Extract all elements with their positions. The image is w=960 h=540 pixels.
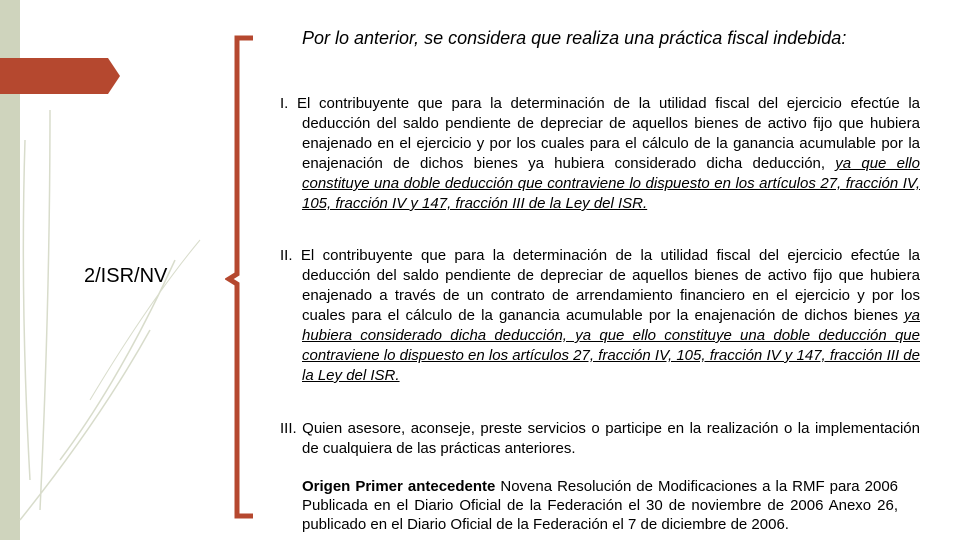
section-code: 2/ISR/NV [84, 265, 168, 287]
origin-text: Novena Resolución de Modificaciones a la RMF para 2006 Publicada en el Diario Oficial de la Federación el 30 de noviembre de 2006 Anexo 26, publicado en el Diario Oficial de la Federación el 7 de diciembre de 2006. [302, 478, 899, 533]
red-ribbon-tab [0, 58, 120, 94]
item-text: El contribuyente que para la determinación de la utilidad fiscal del ejercicio efectúe la deducción del saldo pendiente de depreciar de aquellos bienes de activo fijo que hubiera enajenado en el ejercicio y por los cuales para el cálculo de la ganancia acumulable por la enajenación de dichos bienes ya hubiera considerado dicha deducción, [297, 95, 921, 172]
list-item-1 [280, 94, 920, 214]
item-underlined-text: ya que ello constituye una doble deducción que contraviene lo dispuesto en los artículos 27, fracción IV, 105, fracción IV y 147, fracción III de la Ley del ISR. [302, 155, 920, 212]
item-text: El contribuyente que para la determinación de la utilidad fiscal del ejercicio efectúe la deducción del saldo pendiente de depreciar de aquellos bienes de activo fijo que hubiera enajenado a través de un contrato de arrendamiento financiero en el ejercicio y por los cuales para el cálculo de la ganancia acumulable por la enajenación de dichos bienes [300, 247, 921, 324]
list-item-3 [280, 419, 920, 459]
item-number: I. [280, 95, 289, 112]
page-heading: Por lo anterior, se considera que realiza una práctica fiscal indebida: [302, 28, 847, 48]
item-number: II. [280, 247, 293, 264]
origin-label: Origen Primer antecedente [302, 478, 496, 495]
list-item-2 [280, 246, 920, 386]
item-underlined-text: ya hubiera considerado dicha deducción, ya que ello constituye una doble deducción que contraviene lo dispuesto en los artículos 27, fracción IV, 105, fracción IV y 147, fracción III de la Ley del ISR. [302, 307, 920, 384]
left-bracket [225, 34, 255, 520]
origin-note [302, 477, 898, 534]
item-number: III. [280, 420, 297, 437]
item-text: Quien asesore, aconseje, preste servicios o participe en la realización o la implementación de cualquiera de las prácticas anteriores. [302, 420, 920, 457]
